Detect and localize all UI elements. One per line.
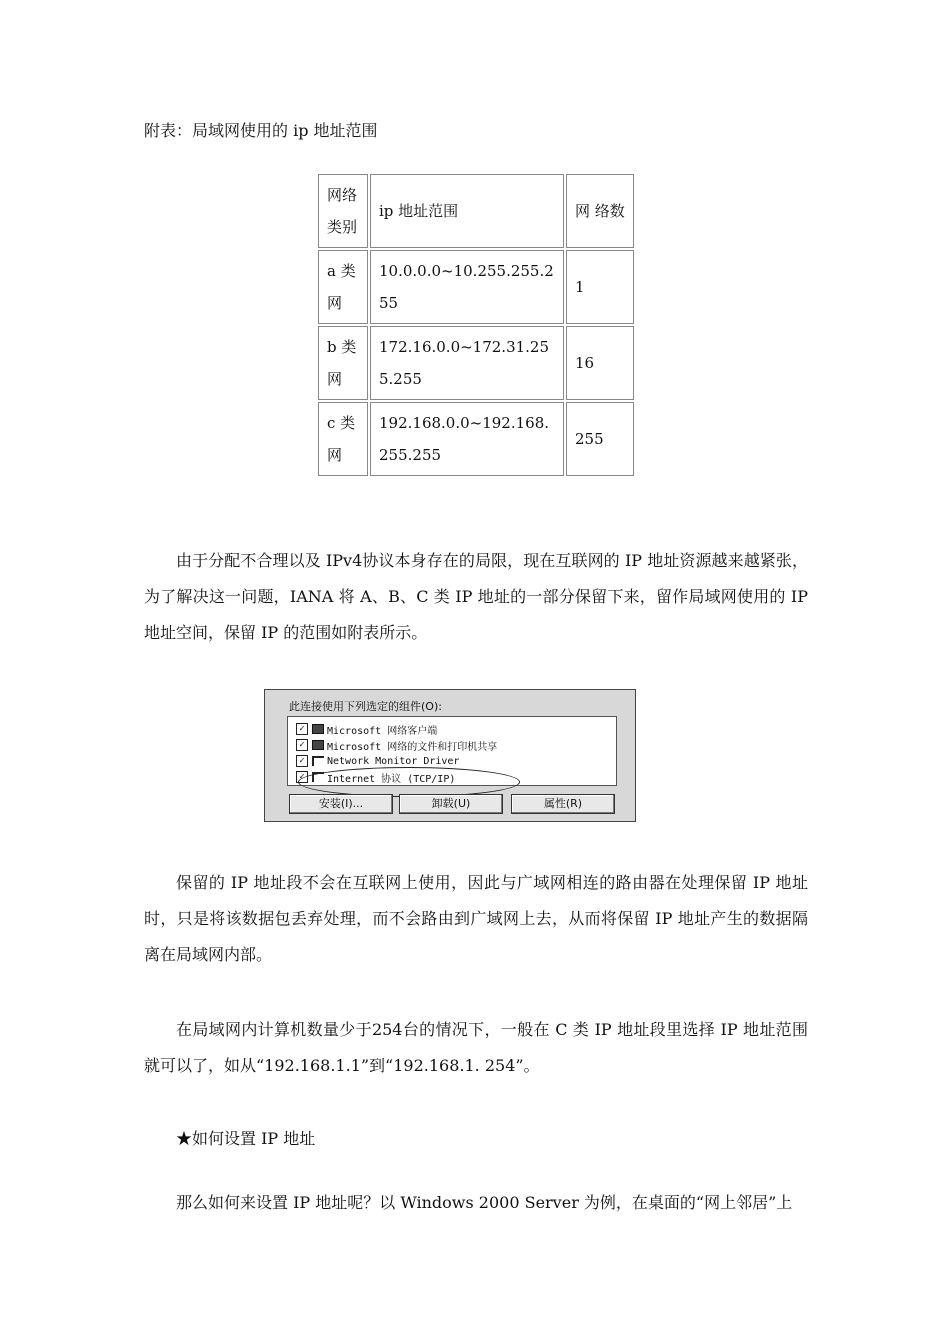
- header-ip-range: ip 地址范围: [370, 174, 564, 248]
- properties-button[interactable]: 属性(R): [511, 794, 615, 814]
- header-network-class: 网络类别: [318, 174, 368, 248]
- table-header-row: [318, 174, 634, 248]
- table-row: [318, 402, 634, 476]
- cell-count: 255: [566, 402, 634, 476]
- section-heading: ★如何设置 IP 地址: [176, 1129, 316, 1148]
- cell-range: 10.0.0.0~10.255.255.255: [370, 250, 564, 324]
- cell-count: 16: [566, 326, 634, 400]
- network-protocol-icon: [312, 756, 324, 766]
- checkbox[interactable]: ✓: [296, 723, 308, 735]
- cell-type: a 类网: [318, 250, 368, 324]
- header-network-count: 网 络数: [566, 174, 634, 248]
- ip-range-table: [316, 172, 636, 478]
- computer-icon: [312, 724, 324, 734]
- list-item[interactable]: [296, 721, 437, 737]
- item-label: Microsoft 网络客户端: [327, 725, 438, 737]
- cell-type: b 类网: [318, 326, 368, 400]
- paragraph-reserved-ip: 由于分配不合理以及 IPv4协议本身存在的局限，现在互联网的 IP 地址资源越来越紧张，为了解决这一问题，IANA 将 A、B、C 类 IP 地址的一部分保留下来，留作局域网使用的 IP 地址空间，保留 IP 的范围如附表所示。: [144, 551, 808, 642]
- cell-type: c 类网: [318, 402, 368, 476]
- cell-count: 1: [566, 250, 634, 324]
- highlight-ellipse: [298, 767, 520, 797]
- item-label: Microsoft 网络的文件和打印机共享: [327, 741, 498, 753]
- paragraph-router-handling: 保留的 IP 地址段不会在互联网上使用，因此与广域网相连的路由器在处理保留 IP 地址时，只是将该数据包丢弃处理，而不会路由到广域网上去，从而将保留 IP 地址产生的数据隔离在局域网内部。: [144, 873, 808, 964]
- item-label: Network Monitor Driver: [327, 755, 460, 767]
- install-button[interactable]: 安装(I)...: [289, 794, 393, 814]
- components-list[interactable]: [287, 716, 617, 786]
- checkbox[interactable]: ✓: [296, 739, 308, 751]
- cell-range: 192.168.0.0~192.168.255.255: [370, 402, 564, 476]
- uninstall-button[interactable]: 卸载(U): [399, 794, 503, 814]
- computer-icon: [312, 740, 324, 750]
- list-item[interactable]: [296, 737, 497, 753]
- table-row: [318, 326, 634, 400]
- cell-range: 172.16.0.0~172.31.255.255: [370, 326, 564, 400]
- components-label: 此连接使用下列选定的组件(O):: [289, 700, 442, 713]
- item-label: Internet 协议 (TCP/IP): [327, 773, 456, 785]
- paragraph-how-to-set: 那么如何来设置 IP 地址呢？以 Windows 2000 Server 为例，在桌面的“网上邻居”上: [176, 1193, 793, 1212]
- network-components-dialog: [264, 689, 636, 822]
- checkbox[interactable]: ✓: [296, 755, 308, 767]
- table-row: [318, 250, 634, 324]
- checkbox[interactable]: ✓: [296, 771, 308, 783]
- table-caption: 附表：局域网使用的 ip 地址范围: [144, 121, 378, 140]
- paragraph-c-class-choice: 在局域网内计算机数量少于254台的情况下，一般在 C 类 IP 地址段里选择 IP 地址范围就可以了，如从“192.168.1.1”到“192.168.1. 254”。: [144, 1020, 808, 1075]
